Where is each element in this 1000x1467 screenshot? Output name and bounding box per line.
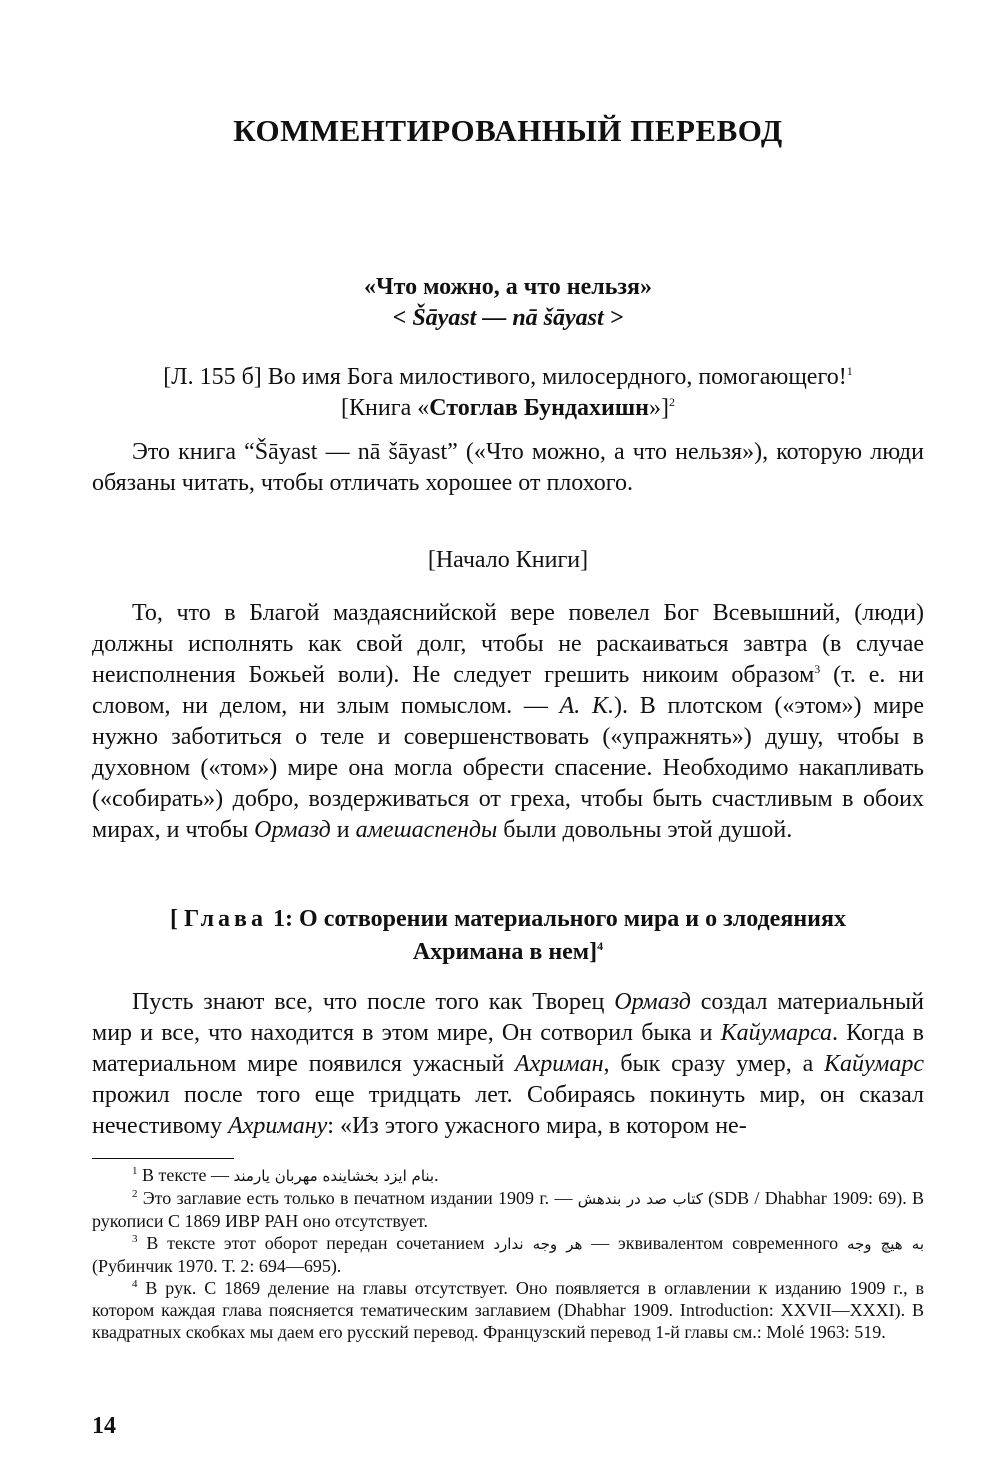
invocation-line: [Л. 155 б] Во имя Бога милостивого, милосердного, помогающего!$^1$ — [163, 364, 853, 390]
footnote-1: $^1$ В тексте — بنام ایزد بخشاینده مهربان یارمند. — [132, 1165, 439, 1185]
invocation — [92, 362, 924, 424]
footnote-ref-4[interactable]: 4 — [597, 939, 604, 953]
footnote-2: $^2$ Это заглавие есть только в печатном издании 1909 г. — کتاب صد در بندهش (SDB / Dhabhar 1909: 69). В рукописи С 1869 ИВР РАН оно отсутствует. — [92, 1188, 925, 1231]
footnote-4: $^4$ В рук. С 1869 деление на главы отсутствует. Оно появляется в оглавлении к изданию 1909 г., в котором каждая глава поясняется тематическим заглавием (Dhabhar 1909. Introduction: XXVII—XXXI). В квадратных скобках мы даем его русский перевод. Французский перевод 1-й главы см.: Molé 1963: 519. — [92, 1278, 924, 1342]
subtitle-transliteration: < Šāyast — nā šāyast > — [392, 305, 624, 331]
section-subtitle — [92, 272, 924, 334]
chapter-heading: [ Глава 1: О сотворении материального мира и о злодеяниях Ахримана в нем]$^4$ — [170, 906, 846, 965]
intro-paragraph: Это книга “Šāyast — nā šāyast” («Что можно, а что нельзя»), которую люди обязаны читать, чтобы отличать хорошее от плохого. — [92, 439, 924, 496]
page-title: КОММЕНТИРОВАННЫЙ ПЕРЕВОД — [233, 113, 783, 148]
book-title-line: [Книга «Стоглав Бундахишн»]$^2$ — [341, 395, 675, 421]
footnote-3: $^3$ В тексте этот оборот передан сочетанием هر وجه ندارد — эквивалентом современного به هیچ وجه (Рубинчик 1970. Т. 2: 694—695). — [92, 1233, 925, 1276]
book-title: Стоглав Бундахишн — [429, 395, 649, 421]
body-paragraph-2: Пусть знают все, что после того как Творец Ормазд создал материальный мир и все, что находится в этом мире, Он сотворил быка и Кайумарса. Когда в материальном мире появился ужасный Ахриман, бык сразу умер, а Кайумарс прожил после того еще тридцать лет. Собираясь покинуть мир, он сказал нечестивому Ахриману: «Из этого ужасного мира, в котором не- — [92, 989, 925, 1139]
body-paragraph-1: То, что в Благой маздаяснийской вере повелел Бог Всевышний, (люди) должны исполнять как свой долг, чтобы не раскаиваться завтра (в случае неисполнения Божьей воли). Не следует грешить никоим образом$^3$ (т. е. ни словом, ни делом, ни злым помыслом. — А. К.). В плотском («этом») мире нужно заботиться о теле и совершенствовать («упражнять») душу, чтобы в духовном («том») мире она могла обрести спасение. Необходимо накапливать («собирать») добро, воздерживаться от греха, чтобы быть счастливым в обоих мирах, и чтобы Ормазд и амешаспенды были довольны этой душой. — [92, 600, 924, 843]
footnote-divider — [92, 1158, 234, 1159]
footnote-ref-3[interactable]: 3 — [814, 662, 821, 676]
page-number: 14 — [92, 1413, 116, 1439]
subtitle-russian: «Что можно, а что нельзя» — [363, 274, 653, 300]
footnote-ref-1[interactable]: 1 — [846, 364, 853, 378]
footnote-ref-2[interactable]: 2 — [668, 395, 675, 409]
book-start-marker: [Начало Книги] — [427, 547, 589, 573]
footnotes — [92, 1164, 924, 1343]
